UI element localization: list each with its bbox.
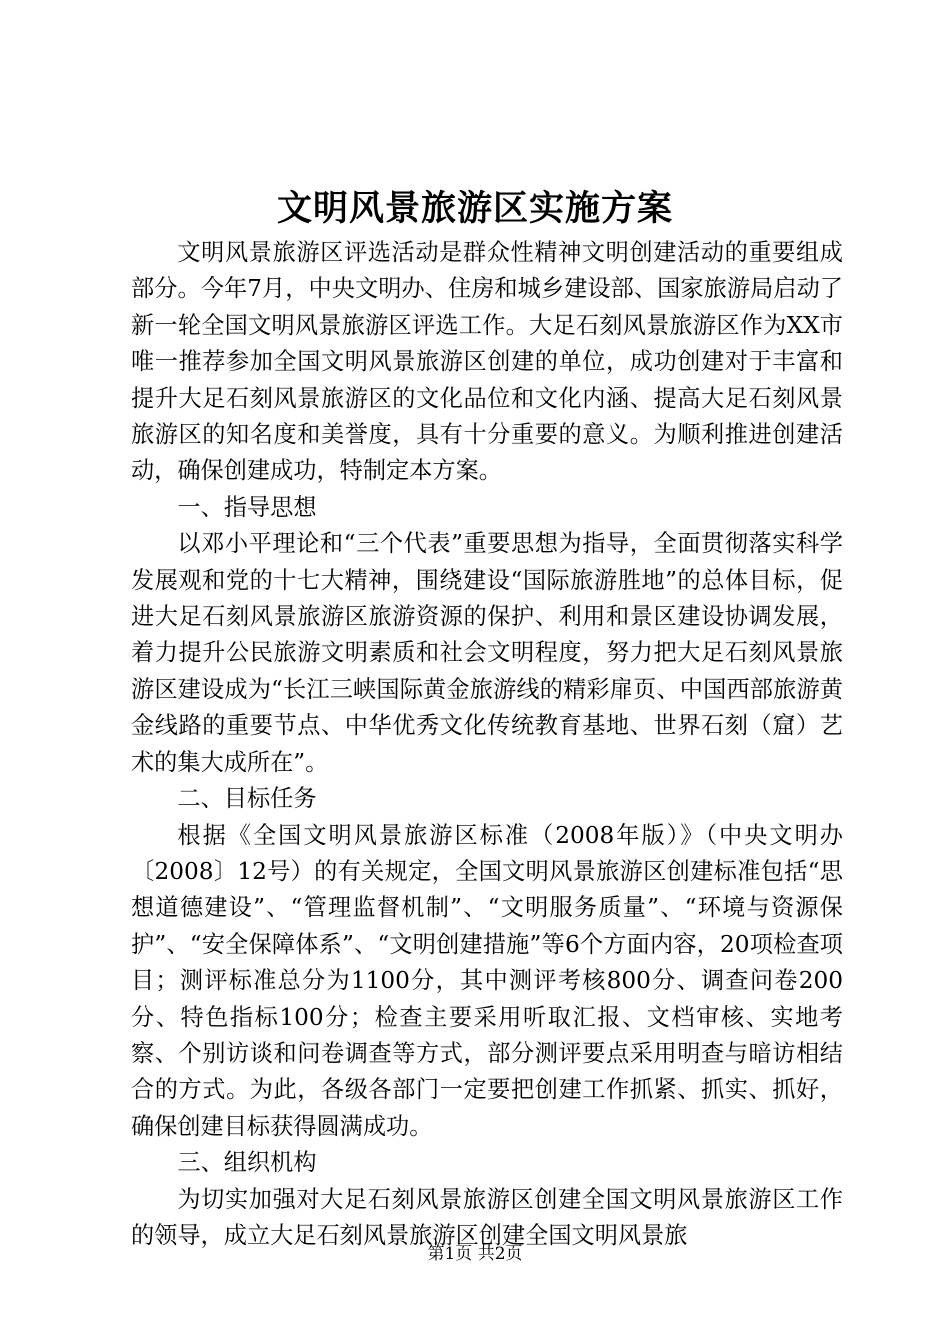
section-heading-organization: 三、组织机构 bbox=[177, 1149, 317, 1177]
intro-paragraph: 文明风景旅游区评选活动是群众性精神文明创建活动的重要组成部分。今年7月，中央文明办、住房和城乡建设部、国家旅游局启动了新一轮全国文明风景旅游区评选工作。大足石刻风景旅游区作为XX市唯一推荐参加全国文明风景旅游区创建的单位，成功创建对于丰富和提升大足石刻风景旅游区的文化品位和文化内涵、提高大足石刻风景旅游区的知名度和美誉度，具有十分重要的意义。为顺利推进创建活动，确保创建成功，特制定本方案。 bbox=[131, 239, 843, 485]
goals-tasks-paragraph: 根据《全国文明风景旅游区标准（2008年版）》（中央文明办〔2008〕12号）的有关规定，全国文明风景旅游区创建标准包括“思想道德建设”、“管理监督机制”、“文明服务质量”、“环境与资源保护”、“安全保障体系”、“文明创建措施”等6个方面内容，20项检查项目；测评标准总分为1100分，其中测评考核800分、调查问卷200分、特色指标100分；检查主要采用听取汇报、文档审核、实地考察、个别访谈和问卷调查等方式，部分测评要点采用明查与暗访相结合的方式。为此，各级各部门一定要把创建工作抓紧、抓实、抓好，确保创建目标获得圆满成功。 bbox=[131, 821, 843, 1140]
document-body bbox=[131, 235, 843, 1254]
document-title: 文明风景旅游区实施方案 bbox=[276, 188, 673, 229]
organization-paragraph: 为切实加强对大足石刻风景旅游区创建全国文明风景旅游区工作的领导，成立大足石刻风景旅游区创建全国文明风景旅 bbox=[131, 1185, 843, 1249]
section-heading-goals-tasks: 二、目标任务 bbox=[177, 785, 317, 813]
page-footer: 第1页 共2页 bbox=[427, 1244, 523, 1264]
guiding-ideology-paragraph: 以邓小平理论和“三个代表”重要思想为指导，全面贯彻落实科学发展观和党的十七大精神，围绕建设“国际旅游胜地”的总体目标，促进大足石刻风景旅游区旅游资源的保护、利用和景区建设协调发展，着力提升公民旅游文明素质和社会文明程度，努力把大足石刻风景旅游区建设成为“长江三峡国际黄金旅游线的精彩扉页、中国西部旅游黄金线路的重要节点、中华优秀文化传统教育基地、世界石刻（窟）艺术的集大成所在”。 bbox=[131, 530, 843, 776]
section-heading-guiding-ideology: 一、指导思想 bbox=[177, 493, 317, 521]
